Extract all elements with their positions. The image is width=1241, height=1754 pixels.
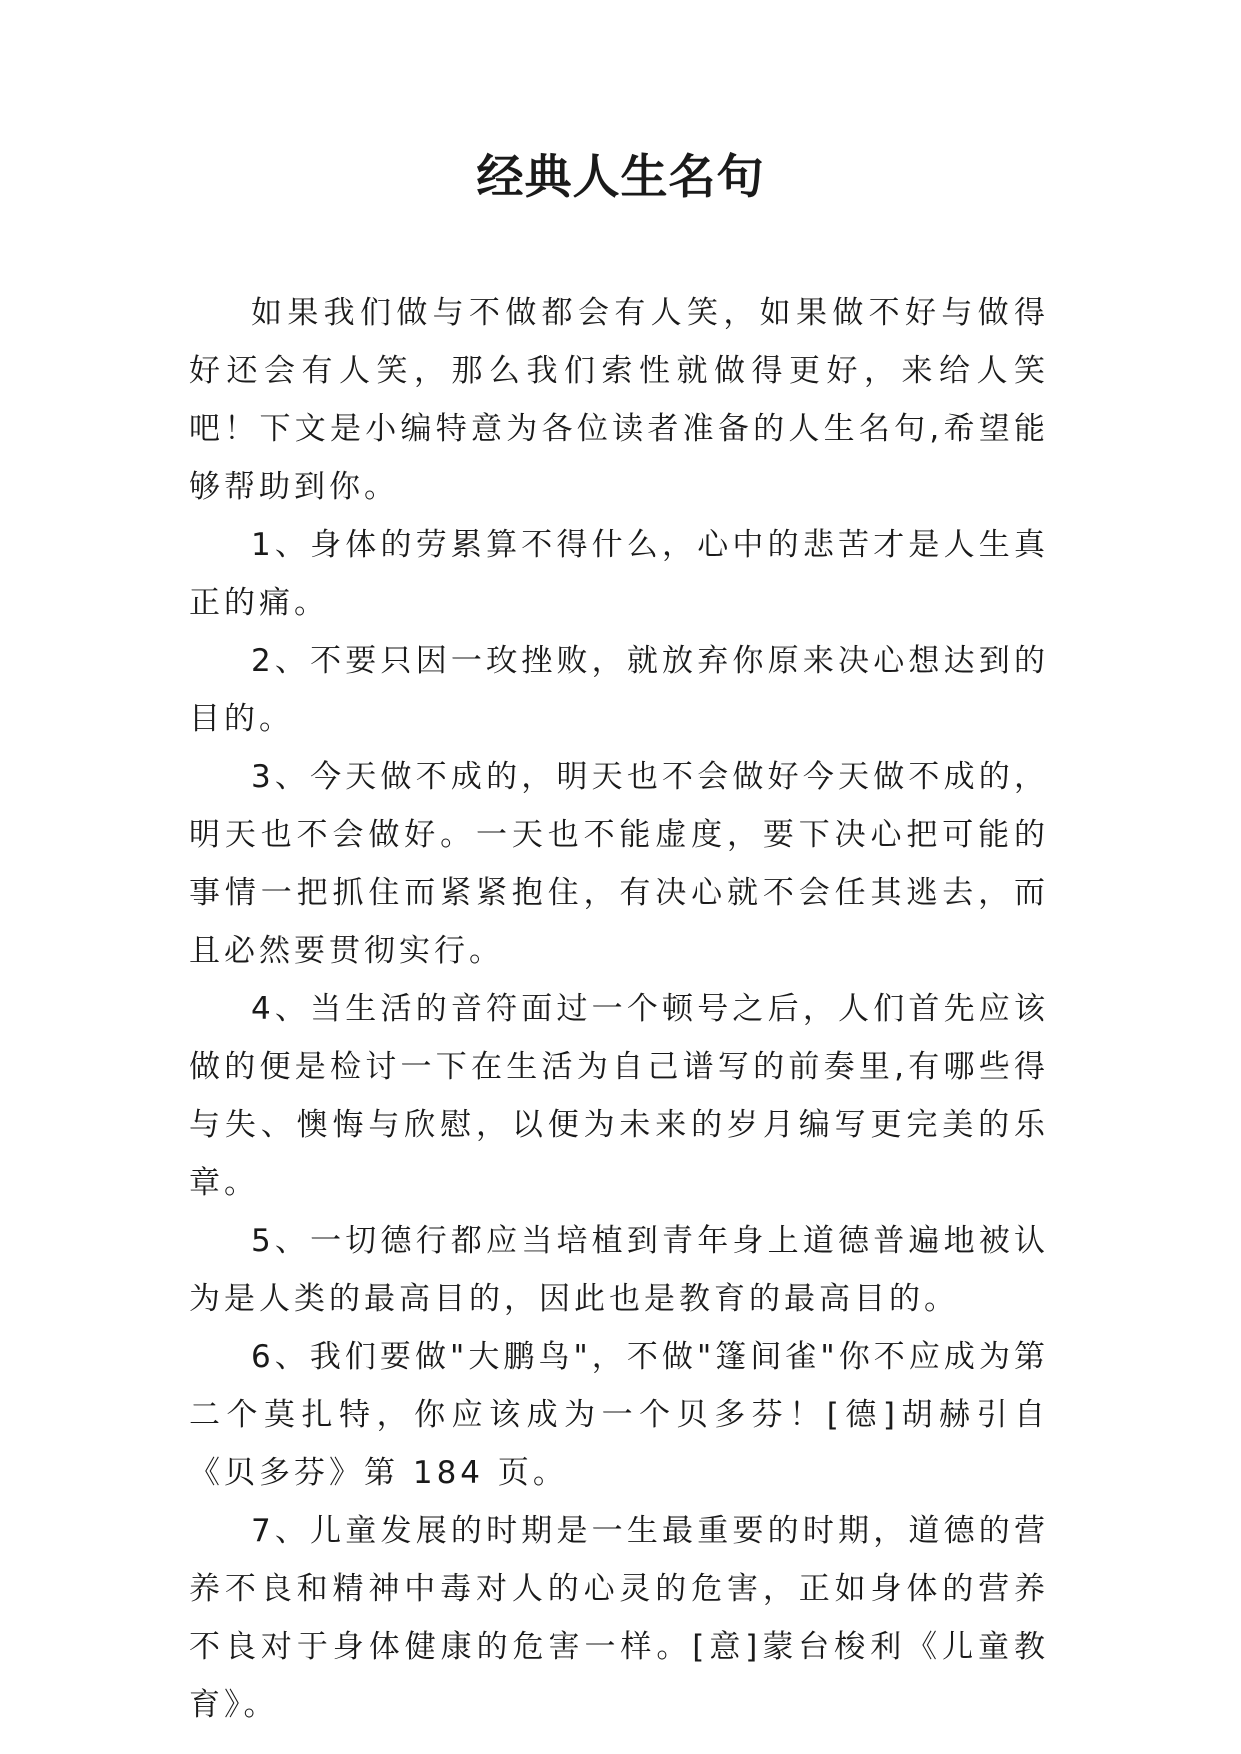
quote-item-5: 5、一切德行都应当培植到青年身上道德普遍地被认为是人类的最高目的，因此也是教育的最高目的。	[189, 1223, 1049, 1317]
page-title: 经典人生名句	[476, 150, 765, 205]
quote-item-3: 3、今天做不成的，明天也不会做好今天做不成的，明天也不会做好。一天也不能虚度，要下决心把可能的事情一把抓住而紧紧抱住，有决心就不会任其逃去，而且必然要贯彻实行。	[189, 759, 1049, 969]
quote-item-7: 7、儿童发展的时期是一生最重要的时期，道德的营养不良和精神中毒对人的心灵的危害，正如身体的营养不良对于身体健康的危害一样。[意]蒙台梭利《儿童教育》。	[189, 1513, 1049, 1723]
quote-item-4: 4、当生活的音符面过一个顿号之后，人们首先应该做的便是检讨一下在生活为自己谱写的前奏里,有哪些得与失、懊悔与欣慰，以便为未来的岁月编写更完美的乐章。	[189, 991, 1049, 1201]
intro-paragraph: 如果我们做与不做都会有人笑，如果做不好与做得好还会有人笑，那么我们索性就做得更好，来给人笑吧！下文是小编特意为各位读者准备的人生名句,希望能够帮助到你。	[189, 295, 1049, 505]
quote-item-6: 6、我们要做"大鹏鸟"，不做"篷间雀"你不应成为第二个莫扎特，你应该成为一个贝多芬！[德]胡赫引自《贝多芬》第 184 页。	[189, 1339, 1049, 1491]
quote-item-1: 1、身体的劳累算不得什么，心中的悲苦才是人生真正的痛。	[189, 527, 1049, 621]
document-body	[189, 284, 1049, 1734]
quote-item-2: 2、不要只因一玫挫败，就放弃你原来决心想达到的目的。	[189, 643, 1049, 737]
